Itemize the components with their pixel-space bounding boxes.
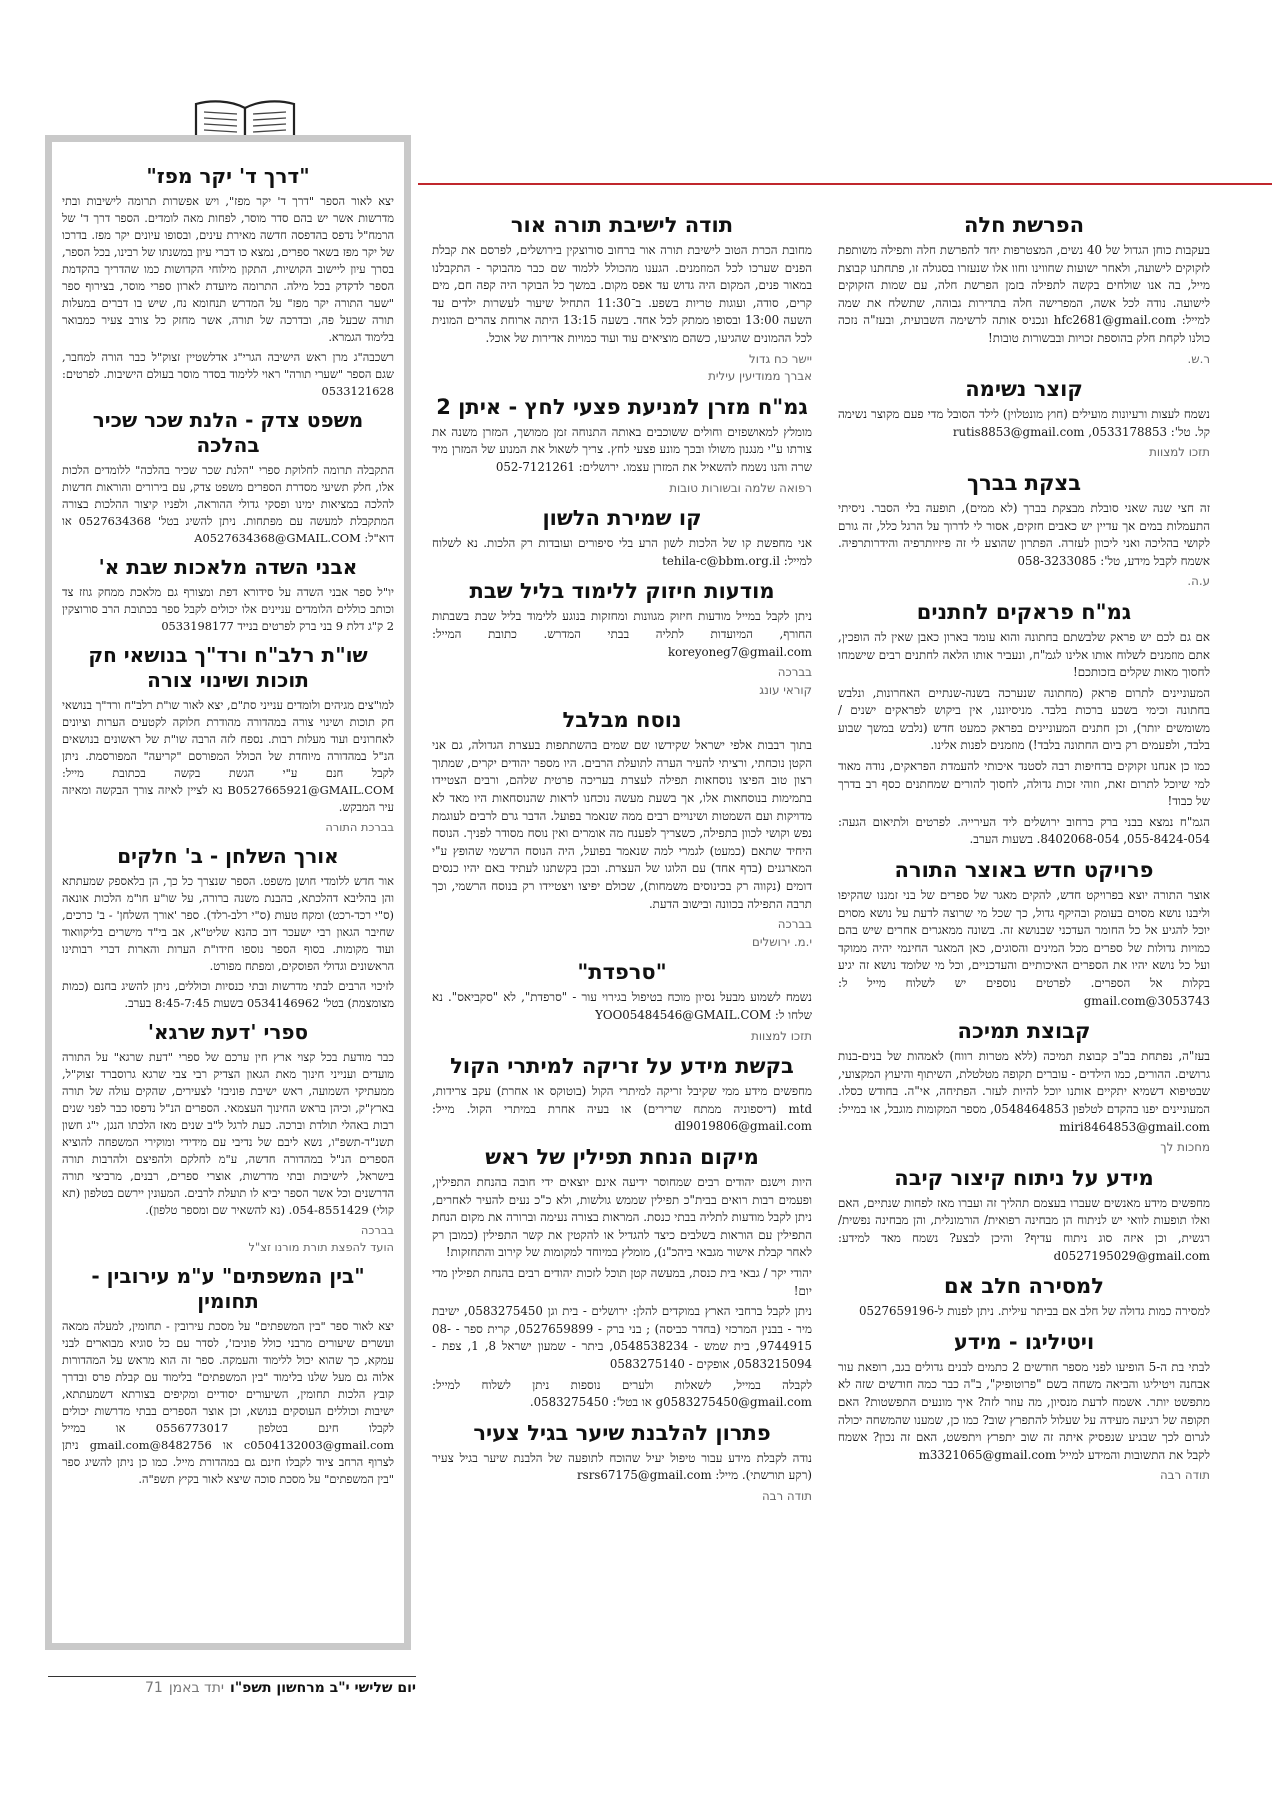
notice-title: קבוצת תמיכה: [957, 1019, 1091, 1044]
notice-body: בעז"ה, נפתחת בב"ב קבוצת תמיכה (ללא מטרות רווח) לאמהות של בנים-בנות גרושים. ההורים, כמו הילדים - עוברים תקופה מטלטלת, השיתוף והיעוץ המקצועי, שבטיפוא דשמיא יתקיים אותנו יוכל להיות לעזר. הפתיחה, אי"ה. בחודש כסלו. המעוניינים יפנו בהקדם לטלפון 0548464853, מספר המקומות מוגבל, או במייל: miri8464853@gmail.com: [838, 1049, 1210, 1134]
notice-article: [62, 408, 394, 547]
notice-article: [62, 844, 394, 1012]
notice-signature: בברכת התורה: [325, 820, 394, 834]
notice-title: למסירה חלב אם: [944, 1274, 1104, 1299]
notice-body: לזיכוי הרבים לבתי מדרשות ובתי כנסיות וכוללים, ניתן להשיג בחנם (כמות מצומצמת) בטל' 0534146962 בשעות 8:45-7:45 בערב.: [62, 979, 394, 1010]
notice-body: מחפשים מידע מאנשים שעברו בעצמם תהליך זה ועברו מאז לפחות שנתיים, האם ואלו תופעות לוואי יש לניתוח הן מבחינה רפואית/ הורמונלית, והן מבחינה נפשית/ רגשית, וכן איזה סוג ניתוח עדיף? והיכן לבצע? נשמח מאד למידע: d0527195029@gmail.com: [838, 1195, 1210, 1263]
notice-body: נשמח לעצות ורעיונות מועילים (חוץ מונטלוין) לילד הסובל מדי פעם מקוצר נשימה קל. טל': 0533178853, rutis8853@gmail.com: [838, 407, 1210, 439]
notice-title: גמ"ח פראקים לחתנים: [916, 599, 1132, 624]
notice-body: מחובת הכרת הטוב לישיבת תורה אור ברחוב סורוצקין בירושלים, לפרסם את קבלת הפנים שערכו לכל המוזמנים. הגענו מהכולל ללמוד שם כבר מהבוקר - התקבלנו במאור פנים, המקום היה גדוש עד אפס מקום. במשך כל הבוקר היה קפה חם, מים קרים, סודה, ועוגות טריות בשפע. ב־11:30 התחיל שיעור לעשרות ילדים עד השעה 13:00 ובסופו ממתק לכל אחד. בשעה 13:15 היתה ארוחת צהרים המונית לכל ההמונים שהגיעו, כשהם מוציאים עוד ועוד כמויות אדירות של אוכל.: [432, 243, 812, 345]
header-rule: [418, 183, 1272, 185]
notice-body: ניתן לקבל ברחבי הארץ במוקדים להלן: ירושלים - בית וגן 0583275450, ישיבת מיר - בבנין המרכזי (בחדר כביסה) ; בני ברק - 0527659899, קרית ספר - 08-9744915, בית שמש - 0548538234, ביתר - שמעון ישראל 8, 1, צפת - 0583215094, אופקים - 0583275140: [432, 1304, 813, 1371]
notice-body: אוצר התורה יוצא בפרויקט חדש, להקים מאגר של ספרים של בני זמננו שהקיפו וליבנו נושא מסוים בעומק ובהיקף גדול, כך שכל מי שרוצה לדעת על נושא מסוים יוכל להגיע אל כל החומר העדכני שבנושא זה. בשונה ממאגרים אחרים שיש בהם כמויות גדולות של ספרים מכל המינים והסוגים, כאן המאגר החינמי יהיה ממוקד ועל כל נושא יהיו את הספרים האיכותיים והעדכניים, וכל מי שלומד נושא זה יגיע בקלות אל הספרים. לפרטים נוספים יש לשלוח מייל ל: 3053743@gmail.com: [838, 888, 1210, 1008]
notice-title: אורך השלחן - ב' חלקים: [117, 844, 339, 868]
notice-title: קוצר נשימה: [965, 377, 1083, 402]
notice-article: [432, 707, 812, 951]
notice-title: ויטיליגו - מידע: [953, 1329, 1095, 1354]
middle-column: [432, 212, 812, 1513]
notice-article: [838, 1018, 1210, 1157]
notice-article: [432, 1420, 812, 1506]
notice-body: לקבלה במייל, לשאלות ולערים נוספות ניתן לשלוח למייל: g0583275450@gmail.com או בטל': 0583275450.: [432, 1377, 812, 1410]
notice-article: [62, 643, 394, 836]
notice-body: למסירה כמות גדולה של חלב אם בביתר עילית. ניתן לפנות ל-0527659196: [859, 1304, 1210, 1319]
notice-article: [838, 376, 1210, 462]
notice-article: [838, 212, 1210, 368]
notice-body: יהודי יקר / גבאי בית כנסת, במעשה קטן תוכל לזכות יהודים רבים בהנחת תפילין מדי יום!: [432, 1265, 812, 1298]
notice-body: בעקבות כוחן הגדול של 40 נשים, המצטרפות יחד להפרשת חלה ותפילה משותפת לזקוקים לישועה, ולאחר ישועות שחווינו וחוו אלו שנעזרו בסגולה זו, פתחתנו קבוצת מייל, בה אנו שולחים בקשה לתפילה בזמן הפרשת חלה, עם שמות הזקוקים לישועה. נודה לכל אשה, המפרישה חלה בתדירות גבוהה, שתשלח את שמה למייל: hfc2681@gmail.com ונכניס אותה לרשימה השבועית, ובעז"ה נזכה כולנו לקחת חלק בהוספת זכויות ובבשורות טובות!: [838, 243, 1210, 345]
notice-title: "סרפדת": [577, 960, 667, 985]
notice-title: פרויקט חדש באוצר התורה: [894, 858, 1154, 883]
notice-body: אני מחפשת קו של הלכות לשון הרע בלי סיפורים ועובדות רק הלכות. נא לשלוח למייל: tehila-c@bbm.org.il: [432, 536, 812, 568]
notice-body: הגמ"ח נמצא בבני ברק ברחוב ירושלים ליד העירייה. לפרטים ולתיאום הגעה: 055-8424-054, 8402068-054. בשעות הערב.: [838, 814, 1210, 847]
notice-signature: בברכה הועד להפצת תורת מורנו זצ"ל: [248, 1223, 394, 1254]
notice-article: [432, 212, 812, 386]
notice-body: היות וישנם יהודים רבים שמחוסר ידיעה אינם יוצאים ידי חובה בהנחת התפילין, ופעמים רבות רואים בבית"כ תפילין שממש גולשות, ולא כ"כ נעים להעיר לאחרים, ניתן לקבל מודעות לתליה בבתי כנסת. המראות בצורה נעימה וברורה את מקום הנחת התפילין עם הוראות בשלבים כיצד להגדיל או להקטין את קשר התפילין (כמובן רק לאחר קבלת אישור מגבאי ביהכ"נ), מומלץ במיוחד למקומות של קירוב והתחזקות!: [432, 1174, 812, 1260]
notice-title: גמ"ח מזרן למניעת פצעי לחץ - איתן 2: [436, 394, 808, 419]
notice-signature: תזכו למצוות: [1149, 445, 1210, 460]
notice-signature: בברכה י.מ. ירושלים: [752, 917, 812, 949]
notice-title: מיקום הנחת תפילין של ראש: [485, 1144, 759, 1169]
notice-body: מומלץ למאושפזים וחולים ששוכבים באותה התנוחה זמן ממושך, המזרן משנה את צורתו ע"י מנגנון משולו ובכך מונע פצעי לחץ. צריך לשאול את המנוע של המזרן מיד שרה והנו נשמח להשאיל את המזרן עצמו. ירושלים: 052-7121261: [432, 424, 812, 474]
notice-body: התקבלה תרומה לחלוקת ספרי "הלנת שכר שכיר בהלכה" ללומדים הלכות אלו, חלק תשיעי מסדרת הספרים משפט צדק, עם בירורים והוראות חדשות להלכה במציאות ימינו ופסקי גדולי ההוראה, ולפניו קיצור ההלכות בצורה המתקבלת למעשה עם מפתחות. ניתן להשיג בטל' 0527634368 או דוא"ל: A0527634368@GMAIL.COM: [62, 463, 394, 545]
notice-article: [432, 1144, 812, 1412]
notice-signature: רפואה שלמה ובשורות טובות: [669, 480, 812, 495]
notice-body: למו"צים מגיהים ולומדים ענייני סת"ם, יצא לאור שו"ת רלב"ח ורד"ך בנושאי חק תוכות ושינוי צורה במהדורה מהודרת חלוקה לקטעים הערות וציונים לאחרונים ועוד מעלות רבות. נספח לזה הרבה שו"ת של ראשונים בנושאים הנ"ל במהדורה מיוחדת של הכולל המפורסם "קריעה" המפורסמת. ניתן לקבל חנם ע"י הגשת בקשה בכתובת מייל: B0527665921@GMAIL.COM נא לציין לאיזה צורך הבקשה ומאיזה עיר המבקש.: [62, 698, 394, 814]
footer-date: יום שלישי י"ב מרחשון תשפ"ו: [230, 1680, 416, 1696]
notice-body: אם גם לכם יש פראק שלבשתם בחתונה והוא עומד בארון כאבן שאין לה הופכין, אתם מוזמנים לשלוח אותו אלינו לגמ"ח, ונעביר אותו הלאה לחתנים רבים שישמחו לחסוך מאות שקלים בזכותכם!: [838, 629, 1210, 680]
notice-body: בתוך רבבות אלפי ישראל שקידשו שם שמים בהשתתפות בעצרת הגדולה, גם אני הקטן נוכחתי, ורציתי להעיר הערה לתועלת הרבים. היו מספר יהודים יקרים, שמתוך רצון טוב הפיצו נוסחאות תפילה לעצרת בעריכה פרטית שלהם, ורבים הצטיידו בתמימות בנוסחאות אלו, אך בשעת מעשה נוכחנו לראות שהנוסחאות היו מאד לא מדויקות ועם השמטות ושינויים רבים ממה שנאמר בפועל. הדבר גרם לרבים לעוגמת נפש וקושי לכוון בתפילה, כשצריך לפענח מה אומרים ואין נוסח מסודר לפניך. הנוסח היחיד שתאם (כמעט) לגמרי למה שנאמר בפועל, היה הנוסח הרשמי שהופץ ע"י המארגנים (בדף אחד) עם הלוגו של העצרת. ובכן בקשתנו לעתיד באם יהיו כנסים דומים (נקווה רק בכינוסים משמחות), שכולם יפיצו ויצטיידו רק בנוסח הרשמי, וכך תרבה התפילה בכוונה ובישוב הדעת.: [432, 738, 812, 911]
notice-article: [62, 1264, 394, 1488]
notice-signature: יישר כח גדול אברך ממודיעין עילית: [708, 351, 812, 384]
notice-article: [838, 599, 1210, 849]
page-number: 71: [145, 1680, 163, 1696]
notice-signature: בברכה קוראי עונג: [759, 665, 812, 697]
notice-article: [432, 1053, 812, 1136]
notice-signature: מחכות לך: [1160, 1140, 1210, 1155]
notice-signature: ע.ה.: [1187, 574, 1210, 589]
notice-title: משפט צדק - הלנת שכר שכיר בהלכה: [92, 408, 364, 457]
notice-title: תודה לישיבת תורה אור: [510, 213, 734, 237]
notice-article: [838, 857, 1210, 1010]
notice-signature: ר.ש.: [1187, 351, 1210, 366]
notice-body: לבתי בת ה-5 הופיעו לפני מספר חודשים 2 כתמים לבנים גדולים בגב, רופאת עור אבחנה ויטיליגו והביאה משחה בשם "פרוטופיק", ב"ה כבר כמה חודשים שזה לא מתפשט יותר. אשמח לדעת מנסיון, מה עוזר לזה? איך מונעים התפשטות? האם תקופה של רגיעה מעידה על שעלול להתפרץ שוב? כמו כן, שמענו שהמשחה יכולה לגרום לכך שבגיע שנפסיק איתה זה שוב יתפרץ ויתפשט, האם זה נכון? אשמח לקבל את התשובות והמידע למייל m3321065@gmail.com: [838, 1359, 1210, 1462]
notice-title: נוסח מבלבל: [562, 708, 682, 733]
notice-article: [432, 394, 812, 497]
notice-title: ספרי 'דעת שרגא': [147, 1020, 309, 1044]
notice-body: כבר מודעת בכל קצוי ארץ חין ערכם של ספרי "דעת שרגא" על התורה מועדים וענייני חינוך מאת הגאון הצדיק רבי צבי שרגא גרוסברד זצוק"ל, ממעתיקי השמועה, ראש ישיבת פוניבז' לצעירים, שהקים עולה של תורה בארץ"ק, וכיהן בראש החינוך העצמאי. הספרים הנ"ל נדפסו כבר לפני שנים רבות באהלי תולדת וברכה. כעת לרגל ל"ב שנים מאז הלכתו הנגן, י"ג חשון תשנ"ד-תשפ"ו, נשא ליבם של נדיבי עם מידידי ומוקירי המשפחה להוציא הספרים הנ"ל במהדורה חדשה, ע"מ לחלקם ולהפיצם ולהרבות תורה בישראל, לישיבות ובתי מדרשות, אוצרי ספרים, רבנים, מרביצי תורה הדרשנים וכל אשר הספר יביא לו תועלת לרבים. המעונין יירשם בטלפון (תא קולי) 054-8551429. (נא להשאיר שם ומספר טלפון).: [62, 1050, 394, 1217]
notice-title: הפרשת חלה: [963, 213, 1085, 237]
notice-article: [432, 578, 812, 699]
notice-article: [62, 1020, 394, 1256]
notice-article: [432, 505, 812, 570]
notice-article: [838, 470, 1210, 591]
notice-body: נודה לקבלת מידע עבור טיפול יעיל שהוכח לתופעה של הלבנת שיער בגיל צעיר (רקע תורשתי). מייל: rsrs67175@gmail.com: [432, 1450, 812, 1483]
notice-article: [838, 1329, 1210, 1485]
notice-title: מידע על ניתוח קיצור קיבה: [894, 1165, 1154, 1190]
notice-title: בצקת בברך: [966, 470, 1082, 495]
notice-signature: תודה רבה: [761, 1488, 812, 1503]
notice-title: מודעות חיזוק ללימוד בליל שבת: [469, 579, 775, 604]
notice-body: כמו כן אנחנו זקוקים בדחיפות רבה לסטנד איכותי להעמדת הפראקים, נודה מאוד למי שיוכל לתרום זאת, וזוהי זכות גדולה, לחסוך להורים שמחתנים כסף רב בדרך של כבוד!: [838, 759, 1210, 809]
notice-article: [838, 1273, 1210, 1321]
notice-body: זה חצי שנה שאני סובלת מבצקת בברך (לא ממים), תופעה בלי הסבר. ניסיתי התעמלות במים אך עדיין יש כאבים חזקים, אסור לי לדרוך על הרגל כלל, זה גורם לקושי בהליכה ואני ליכוון לעזרה. הפתרון שהוצע לי זה פיזיותרפיה והידרותרפיה. אשמח לקבל מידע, טל': 058-3233085: [838, 500, 1210, 568]
notice-body: רשכבה"ג מרן ראש הישיבה הגרי"ג אדלשטיין זצוק"ל כבר הורה למחבר, שגם הספר "שערי תורה" ראוי ללימוד בסדר מוסר בעולם הישיבות. לפרטים: 0533121628: [62, 350, 394, 398]
notice-title: קו שמירת הלשון: [542, 506, 702, 531]
notice-title: פתרון להלבנת שיער בגיל צעיר: [473, 1420, 771, 1445]
notice-title: אבני השדה מלאכות שבת א': [98, 555, 358, 579]
page-footer: [48, 1676, 416, 1699]
notice-article: [62, 555, 394, 635]
notice-signature: תודה רבה: [1159, 1468, 1210, 1483]
notice-body: נשמח לשמוע מבעל נסיון מוכח בטיפול בגירוי עור - "סרפדת", לא "סקביאס". נא שלחו ל: YOO05484546@GMAIL.COM: [432, 990, 812, 1022]
notice-body: אור חדש ללומדי חושן משפט. הספר שנצרך כל כך, הן בלאספק שמעתתא והן בהליבא דהלכתא, בהבנת משנה ברורה, על שו"ע חו"מ הלכות אונאה (ס"י רכד-רכט) ומקח טעות (ס"י רלב-רלד). ספר 'אורך השלחן' - ב' כרכים, שחיבר הגאון רבי ישעכר דוב כהנא שליט"א, אב בי"ד מישרים בליקוואוד ועוד מקומות. בסוף הספר נוספו חידו"ת הערות והארות דברי רבותינו הראשונים וגדולי הפוסקים, ומפתח מפורט.: [62, 874, 394, 973]
notice-title: בקשת מידע על זריקה למיתרי הקול: [450, 1054, 794, 1079]
notice-article: [838, 1165, 1210, 1265]
notice-body: יצא לאור ספר "בין המשפתים" על מסכת עירובין - תחומין, למעלה ממאה ועשרים שיעורים מרבני כולל פוניבז', לסדר עם כל סוגיא מבוארים לבני עמקא, כך שהוא יכול ללימוד והעמקה. ספר זה הוא מראש על המהדורות אלוה גם מעל שלנו בלימוד "בין המשפתים" בלימוד עם קבלת פרס ובדרך קובץ הלכות תחומין, השיעורים יסודיים ומקיפים בצורתא דשמעתתא, ישיבות וכוללים העוסקים בנושא, וכן אוצר הספרים בבתי מדרשות יכולים לקבלו חינם בטלפון 0556773017 או במייל c0504132003@gmail.com או 8482756@gmail.com ניתן לצרוף הרחב ציוד לקבלו חינם גם במהדורת מייל. כמו כן ניתן להשיג ספר "בין המשפתים" על מסכת סוכה שיצא לאור בקיץ תשפ"ה.: [62, 1319, 394, 1486]
notice-body: יו"ל ספר אבני השדה על סידורא דפת ומצורף גם מלאכת ממחק גוזז צד וכותב כוללים הלומדים עניינים אלו יכולים לקבל ספר בכתובת הרב סורוצקין 2 ק"ג דלת 9 בני ברק לפרטים בנייד 0533198177: [62, 585, 394, 633]
notice-body: ניתן לקבל במייל מודעות חיזוק מגוונות ומחזקות בנוגע ללימוד בליל שבת בשבתות החורף, המיועדות לתליה בבתי המדרש. כתובת המייל: koreyoneg7@gmail.com: [432, 609, 812, 659]
right-column: [838, 212, 1210, 1493]
notice-body: המעוניינים לתרום פראק (מחתונה שנערכה בשנה-שנתיים האחרונות, ונלבש בחתונה וכימי בשבע ברכות בלבד. מניסיוננו, אין ביקוש לפראקים ישנים / משומשים יותר), וכן חתנים המעוניינים בפראק כמעט חדש (נלבש במשך שבוע בלבד, ולפעמים רק ביום החתונה בלבד!) מוזמנים לפנות אלינו.: [838, 685, 1210, 753]
notice-signature: תזכו למצוות: [751, 1028, 812, 1043]
footer-brand: יתד באמן: [168, 1680, 225, 1696]
notice-body: יצא לאור הספר "דרך ד' יקר מפז", ויש אפשרות תרומה לישיבות ובתי מדרשות אשר יש בהם סדר מוסר, לפחות מאה לומדים. הספר דרך ד' של הרמח"ל נדפס בהדפסה חדשה מאירת עינים, ובסופו עיונים יקר מפז. בדרכו של יקר מפז בשאר ספרים, נמצא כו דברי עיון במשנתו של רבינו, בכל הספר, בסרך עיון ליישוב הקושיות, התקון מילוחי הקדושות כמו שהדריך בהקדמת הספר לדקדק בכל מילה. התרומה מיועדת לארון ספרי מוסר, בצירוף ספר "שער התורה יקר מפז" על המדרש תנחומא נח, שיש בו דברים במעלות תורה שבעל פה, ובדרכה של תורה, אשר מחזק כל צורב צעיר כמבואר בלימוד הגמרא.: [62, 194, 394, 344]
notice-body: מחפשים מידע ממי שקיבל זריקה למיתרי הקול (בוטוקס או אחרת) עקב צרידות, mtd (דיספוניה ממתח שרירים) או בעיה אחרת במיתרי הקול. מייל: dl9019806@gmail.com: [432, 1084, 812, 1134]
notice-article: [432, 959, 812, 1045]
notice-title: שו"ת רלב"ח ורד"ך בנושאי חק תוכות ושינוי צורה: [88, 643, 368, 692]
notice-article: [62, 164, 394, 400]
left-boxed-column: [45, 135, 411, 1650]
notice-title: "דרך ד' יקר מפז": [146, 164, 310, 188]
notice-title: "בין המשפתים" ע"מ עירובין - תחומין: [91, 1264, 365, 1313]
